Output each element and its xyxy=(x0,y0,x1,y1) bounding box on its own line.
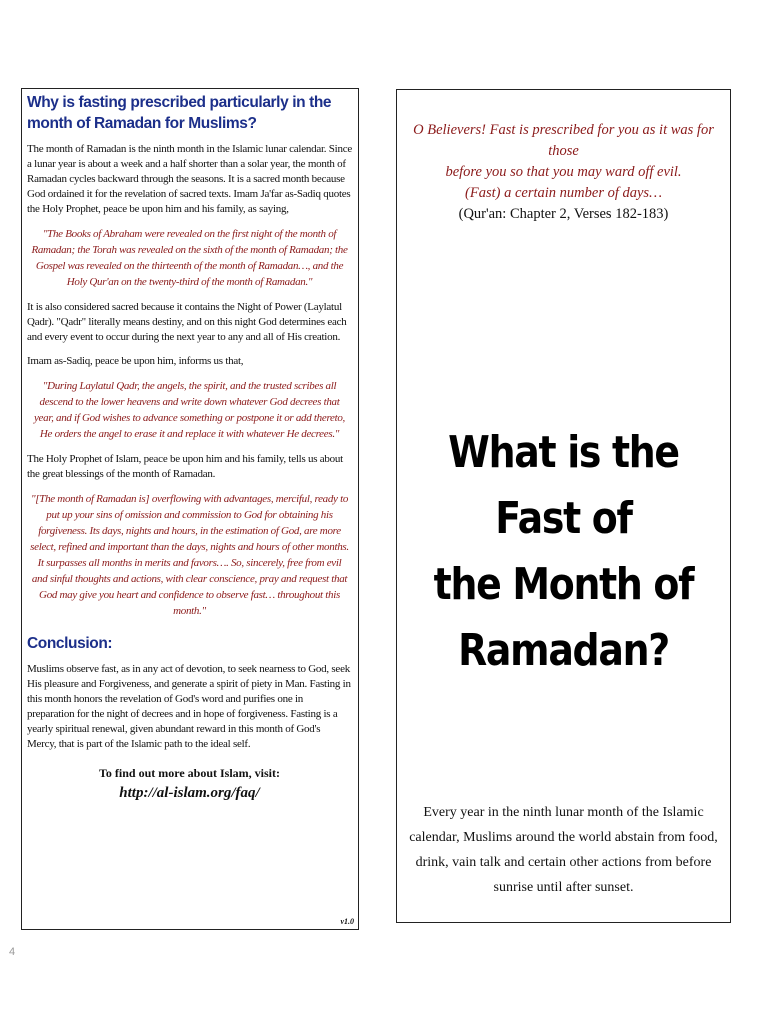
verse-line-2: before you so that you may ward off evil. xyxy=(445,164,682,180)
version-label: v1.0 xyxy=(340,917,354,926)
imam-intro-paragraph: Imam as-Sadiq, peace be upon him, informs us that, xyxy=(27,355,244,367)
conclusion-heading: Conclusion: xyxy=(27,635,113,652)
night-of-power-paragraph: It is also considered sacred because it contains the Night of Power (Laylatul Qadr). "Qadr" literally means destiny, and on this night God determines each and every event to occur during the next year to any and all of His creation. xyxy=(27,301,347,343)
quote-books-revealed: "The Books of Abraham were revealed on the first night of the month of Ramadan; the Torah was revealed on the sixth of the month of Ramadan; the Gospel was revealed on the thirteenth of the month of Ramadan…, and the Holy Qur'an on the twenty-third of the month of Ramadan." xyxy=(31,228,348,288)
verse-reference: (Qur'an: Chapter 2, Verses 182-183) xyxy=(458,206,669,222)
verse-line-3: (Fast) a certain number of days… xyxy=(465,185,662,201)
prophet-blessings-paragraph: The Holy Prophet of Islam, peace be upon him and his family, tells us about the great blessings of the month of Ramadan. xyxy=(27,453,343,480)
page-number: 4 xyxy=(9,946,16,958)
intro-paragraph: The month of Ramadan is the ninth month in the Islamic lunar calendar. Since a lunar year is about a week and a half shorter than a solar year, the month of Ramadan cycles backward through the seasons. It is a sacred month because God ordained it for the revelation of sacred texts. Imam Ja'far as-Sadiq quotes the Holy Prophet, peace be upon him and his family, as saying, xyxy=(27,143,352,215)
verse-line-1: O Believers! Fast is prescribed for you as it was for those xyxy=(413,122,714,159)
visit-label: To find out more about Islam, visit: xyxy=(98,766,281,780)
conclusion-paragraph: Muslims observe fast, as in any act of devotion, to seek nearness to God, seek His pleasure and Forgiveness, and generate a spirit of piety in Man. Fasting in this month honors the revelation of God's word and purifies one in preparation for the night of decrees and in hope of forgiveness. Fasting is a yearly spiritual renewal, given abundant reward in this month of God's Mercy, that is part of the Islamic path to the ideal self. xyxy=(27,663,351,750)
title-line-3: Ramadan? xyxy=(458,625,669,676)
title-line-1: What is the Fast of xyxy=(448,427,679,544)
website-link[interactable]: http://al-islam.org/faq/ xyxy=(119,785,260,801)
quote-laylatul-qadr: "During Laylatul Qadr, the angels, the spirit, and the trusted scribes all descend to the lower heavens and write down whatever God decrees that year, and if God wishes to advance something or postpone it or add thereto, He orders the angel to erase it and replace it with whatever He decrees." xyxy=(33,380,346,440)
title-line-2: the Month of xyxy=(433,559,694,610)
main-title xyxy=(420,420,706,684)
summary-paragraph: Every year in the ninth lunar month of the Islamic calendar, Muslims around the world abstain from food, drink, vain talk and certain other actions from before sunrise until after sunset. xyxy=(409,805,718,895)
quran-verse xyxy=(397,120,730,225)
quote-month-of-ramadan: "[The month of Ramadan is] overflowing with advantages, merciful, ready to put up your sins of omission and commission to God for obtaining his forgiveness. Its days, nights and hours, in the estimation of God, are more select, refined and important than the days, nights and hours of other months. It surpasses all months in merits and favors…. So, sincerely, free from evil and sinful thoughts and actions, with clear conscience, pray and request that God may give you heart and confidence to observe fast… throughout this month." xyxy=(30,493,349,617)
right-panel xyxy=(396,89,731,923)
left-panel xyxy=(21,88,359,930)
section-heading: Why is fasting prescribed particularly in the month of Ramadan for Muslims? xyxy=(27,94,332,132)
